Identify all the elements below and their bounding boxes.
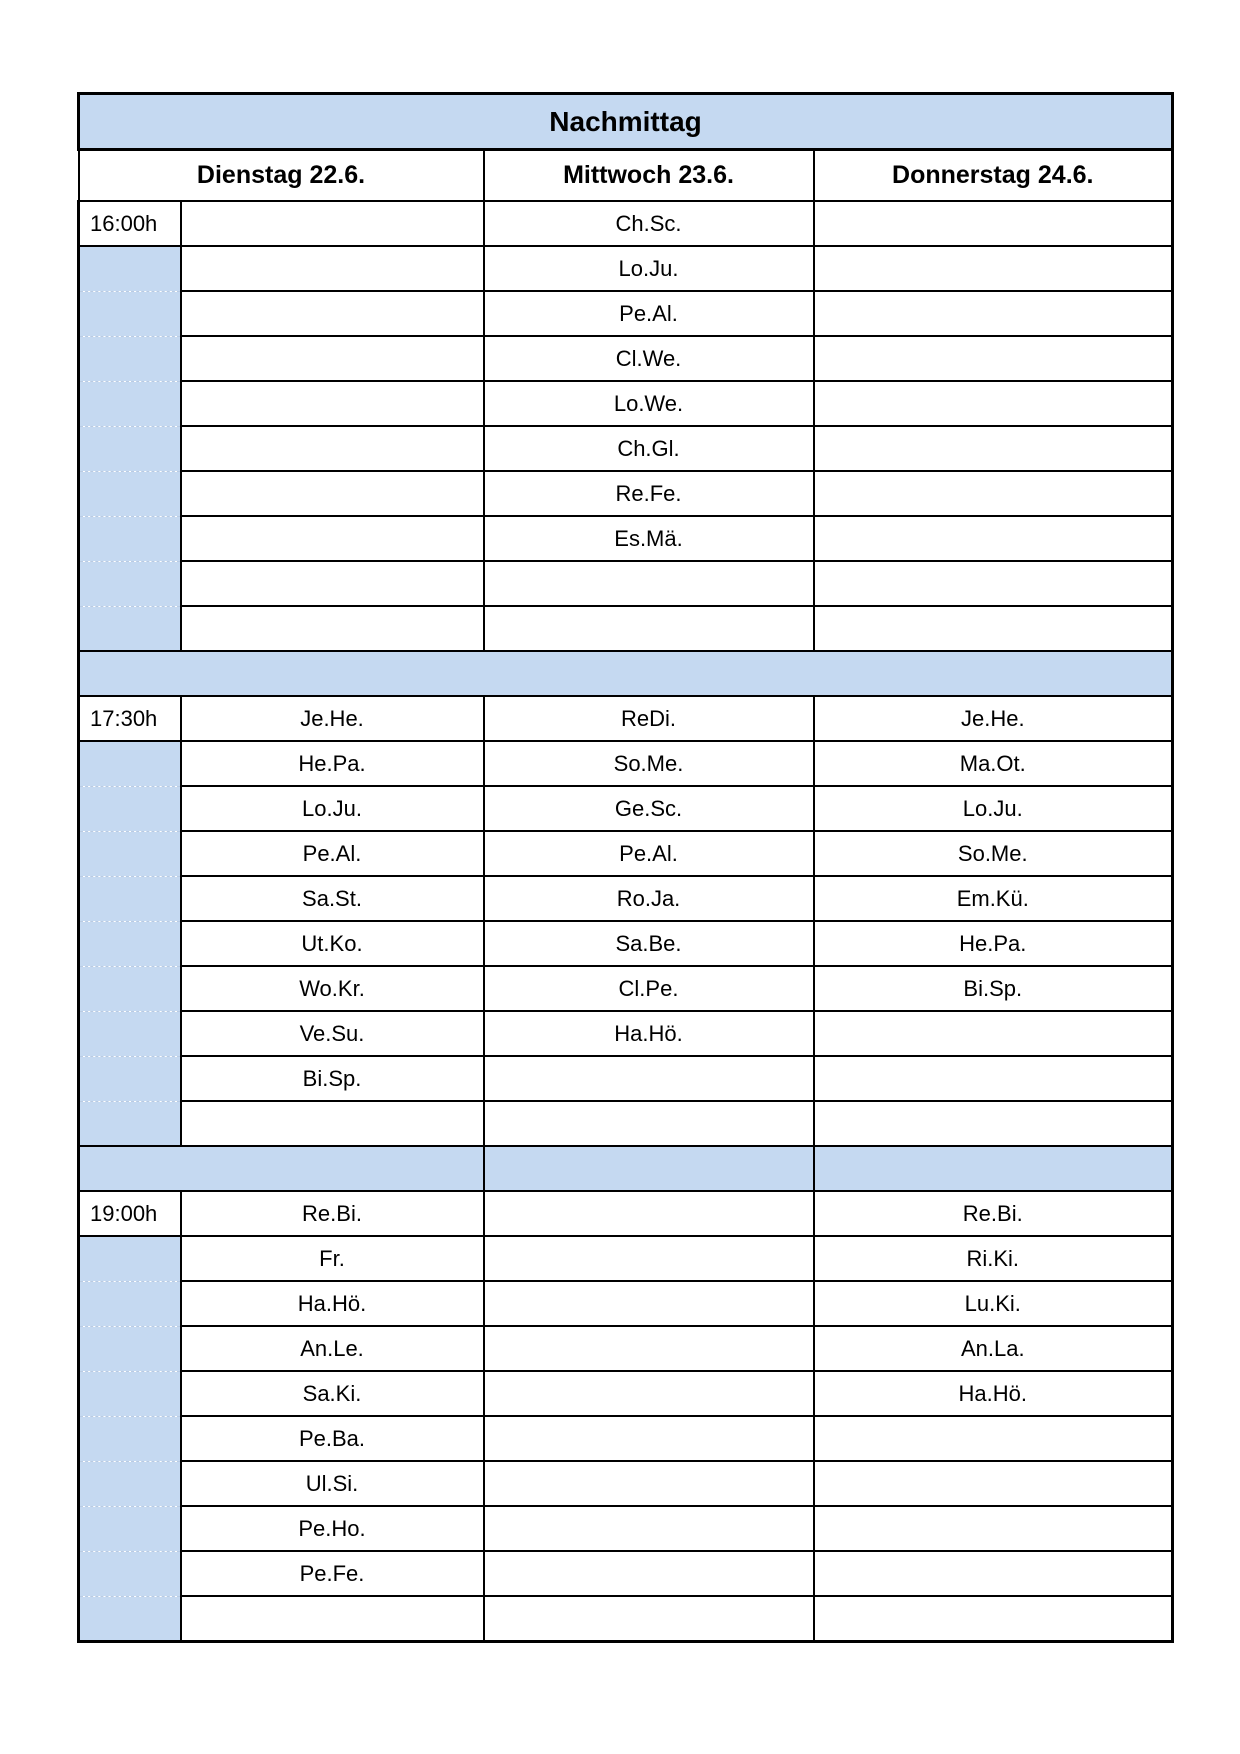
time-gutter [79, 1551, 181, 1596]
block-separator [79, 651, 1173, 696]
time-gutter [79, 1326, 181, 1371]
schedule-cell: Cl.Pe. [484, 966, 814, 1011]
schedule-cell [181, 1596, 484, 1642]
table-row [79, 1326, 1173, 1371]
schedule-cell: He.Pa. [181, 741, 484, 786]
schedule-cell [181, 561, 484, 606]
schedule-cell [484, 1461, 814, 1506]
time-gutter [79, 1461, 181, 1506]
schedule-cell [181, 336, 484, 381]
table-row [79, 921, 1173, 966]
table-row [79, 516, 1173, 561]
table-row [79, 966, 1173, 1011]
schedule-cell [814, 471, 1173, 516]
schedule-cell [484, 606, 814, 651]
time-gutter [79, 786, 181, 831]
time-gutter [79, 381, 181, 426]
table-row [79, 426, 1173, 471]
table-row [79, 696, 1173, 741]
schedule-cell: Ri.Ki. [814, 1236, 1173, 1281]
schedule-cell: Ma.Ot. [814, 741, 1173, 786]
time-gutter [79, 1506, 181, 1551]
table-row [79, 876, 1173, 921]
schedule-cell [484, 1281, 814, 1326]
schedule-cell [484, 1506, 814, 1551]
time-gutter [79, 561, 181, 606]
schedule-cell [814, 291, 1173, 336]
time-gutter [79, 336, 181, 381]
time-slot-label: 17:30h [79, 696, 181, 741]
time-gutter [79, 1596, 181, 1642]
time-gutter [79, 426, 181, 471]
schedule-cell [814, 561, 1173, 606]
day-header-thursday: Donnerstag 24.6. [814, 150, 1173, 202]
schedule-cell: Ha.Hö. [814, 1371, 1173, 1416]
schedule-cell [181, 516, 484, 561]
table-row [79, 1056, 1173, 1101]
table-row [79, 1596, 1173, 1642]
schedule-cell [814, 1461, 1173, 1506]
schedule-cell [814, 1416, 1173, 1461]
day-header-tuesday: Dienstag 22.6. [79, 150, 484, 202]
schedule-cell: Cl.We. [484, 336, 814, 381]
table-row [79, 831, 1173, 876]
table-row [79, 1416, 1173, 1461]
time-gutter [79, 291, 181, 336]
time-gutter [79, 1056, 181, 1101]
table-row [79, 246, 1173, 291]
schedule-cell [181, 381, 484, 426]
schedule-cell: ReDi. [484, 696, 814, 741]
schedule-cell: Ch.Gl. [484, 426, 814, 471]
time-gutter [79, 1236, 181, 1281]
schedule-cell: Pe.Al. [484, 291, 814, 336]
schedule-cell [814, 606, 1173, 651]
time-gutter [79, 1101, 181, 1146]
schedule-cell [484, 1056, 814, 1101]
schedule-cell: Es.Mä. [484, 516, 814, 561]
table-row [79, 1506, 1173, 1551]
schedule-cell: So.Me. [484, 741, 814, 786]
schedule-cell [484, 1551, 814, 1596]
schedule-cell: An.La. [814, 1326, 1173, 1371]
table-row [79, 1191, 1173, 1236]
table-row [79, 1101, 1173, 1146]
table-row [79, 1461, 1173, 1506]
schedule-cell: Sa.St. [181, 876, 484, 921]
table-row [79, 291, 1173, 336]
schedule-cell [484, 1326, 814, 1371]
time-gutter [79, 516, 181, 561]
schedule-cell [814, 1011, 1173, 1056]
schedule-cell: Pe.Ba. [181, 1416, 484, 1461]
schedule-cell [181, 606, 484, 651]
schedule-cell [814, 246, 1173, 291]
title-row [79, 94, 1173, 150]
schedule-cell: Re.Fe. [484, 471, 814, 516]
schedule-cell: Ha.Hö. [181, 1281, 484, 1326]
schedule-cell: Pe.Ho. [181, 1506, 484, 1551]
schedule-cell: Sa.Be. [484, 921, 814, 966]
table-row [79, 471, 1173, 516]
table-row [79, 201, 1173, 246]
schedule-cell: Ge.Sc. [484, 786, 814, 831]
schedule-cell: Lu.Ki. [814, 1281, 1173, 1326]
schedule-cell: Lo.Ju. [484, 246, 814, 291]
schedule-cell [484, 1596, 814, 1642]
schedule-cell [484, 561, 814, 606]
schedule-cell [814, 1596, 1173, 1642]
schedule-cell [814, 201, 1173, 246]
table-row [79, 1551, 1173, 1596]
table-row [79, 381, 1173, 426]
block-separator [814, 1146, 1173, 1191]
schedule-cell: Pe.Fe. [181, 1551, 484, 1596]
table-row [79, 561, 1173, 606]
table-row [79, 1236, 1173, 1281]
table-row [79, 1011, 1173, 1056]
time-gutter [79, 741, 181, 786]
schedule-body [79, 94, 1173, 1642]
time-gutter [79, 876, 181, 921]
schedule-cell: Fr. [181, 1236, 484, 1281]
schedule-cell [484, 1101, 814, 1146]
day-header-row [79, 150, 1173, 202]
time-gutter [79, 1281, 181, 1326]
time-gutter [79, 966, 181, 1011]
schedule-cell [484, 1236, 814, 1281]
schedule-cell [181, 246, 484, 291]
schedule-title: Nachmittag [79, 94, 1173, 150]
schedule-cell [814, 1101, 1173, 1146]
schedule-cell [814, 1506, 1173, 1551]
time-gutter [79, 831, 181, 876]
schedule-cell [814, 336, 1173, 381]
schedule-cell: Ro.Ja. [484, 876, 814, 921]
schedule-cell [181, 291, 484, 336]
schedule-cell [814, 1551, 1173, 1596]
schedule-cell [814, 516, 1173, 561]
time-gutter [79, 471, 181, 516]
table-row [79, 1281, 1173, 1326]
schedule-cell: Ch.Sc. [484, 201, 814, 246]
schedule-cell [181, 201, 484, 246]
table-row [79, 786, 1173, 831]
separator-row [79, 1146, 1173, 1191]
table-row [79, 606, 1173, 651]
time-gutter [79, 246, 181, 291]
schedule-cell: Je.He. [814, 696, 1173, 741]
time-gutter [79, 606, 181, 651]
schedule-cell: Bi.Sp. [181, 1056, 484, 1101]
schedule-cell: An.Le. [181, 1326, 484, 1371]
schedule-cell: Lo.Ju. [181, 786, 484, 831]
time-gutter [79, 1011, 181, 1056]
schedule-sheet [77, 92, 1171, 1643]
separator-row [79, 651, 1173, 696]
schedule-cell: Ha.Hö. [484, 1011, 814, 1056]
schedule-cell: Ve.Su. [181, 1011, 484, 1056]
schedule-cell: Re.Bi. [814, 1191, 1173, 1236]
schedule-cell: Bi.Sp. [814, 966, 1173, 1011]
schedule-cell: Pe.Al. [484, 831, 814, 876]
table-row [79, 336, 1173, 381]
schedule-cell: Lo.We. [484, 381, 814, 426]
schedule-cell: Ul.Si. [181, 1461, 484, 1506]
schedule-cell [181, 426, 484, 471]
schedule-cell [814, 426, 1173, 471]
schedule-cell [484, 1191, 814, 1236]
block-separator [181, 1146, 484, 1191]
time-slot-label: 19:00h [79, 1191, 181, 1236]
schedule-cell [181, 1101, 484, 1146]
schedule-cell: Je.He. [181, 696, 484, 741]
schedule-cell [484, 1416, 814, 1461]
table-row [79, 1371, 1173, 1416]
time-gutter [79, 921, 181, 966]
schedule-cell: He.Pa. [814, 921, 1173, 966]
schedule-cell: Ut.Ko. [181, 921, 484, 966]
time-gutter [79, 1416, 181, 1461]
schedule-cell: Re.Bi. [181, 1191, 484, 1236]
schedule-cell: Pe.Al. [181, 831, 484, 876]
schedule-cell [814, 381, 1173, 426]
time-gutter [79, 1371, 181, 1416]
schedule-cell: So.Me. [814, 831, 1173, 876]
block-separator [79, 1146, 181, 1191]
table-row [79, 741, 1173, 786]
schedule-cell: Em.Kü. [814, 876, 1173, 921]
schedule-cell: Sa.Ki. [181, 1371, 484, 1416]
block-separator [484, 1146, 814, 1191]
schedule-cell [814, 1056, 1173, 1101]
day-header-wednesday: Mittwoch 23.6. [484, 150, 814, 202]
schedule-cell [484, 1371, 814, 1416]
schedule-cell [181, 471, 484, 516]
schedule-cell: Wo.Kr. [181, 966, 484, 1011]
schedule-table [77, 92, 1174, 1643]
time-slot-label: 16:00h [79, 201, 181, 246]
schedule-cell: Lo.Ju. [814, 786, 1173, 831]
